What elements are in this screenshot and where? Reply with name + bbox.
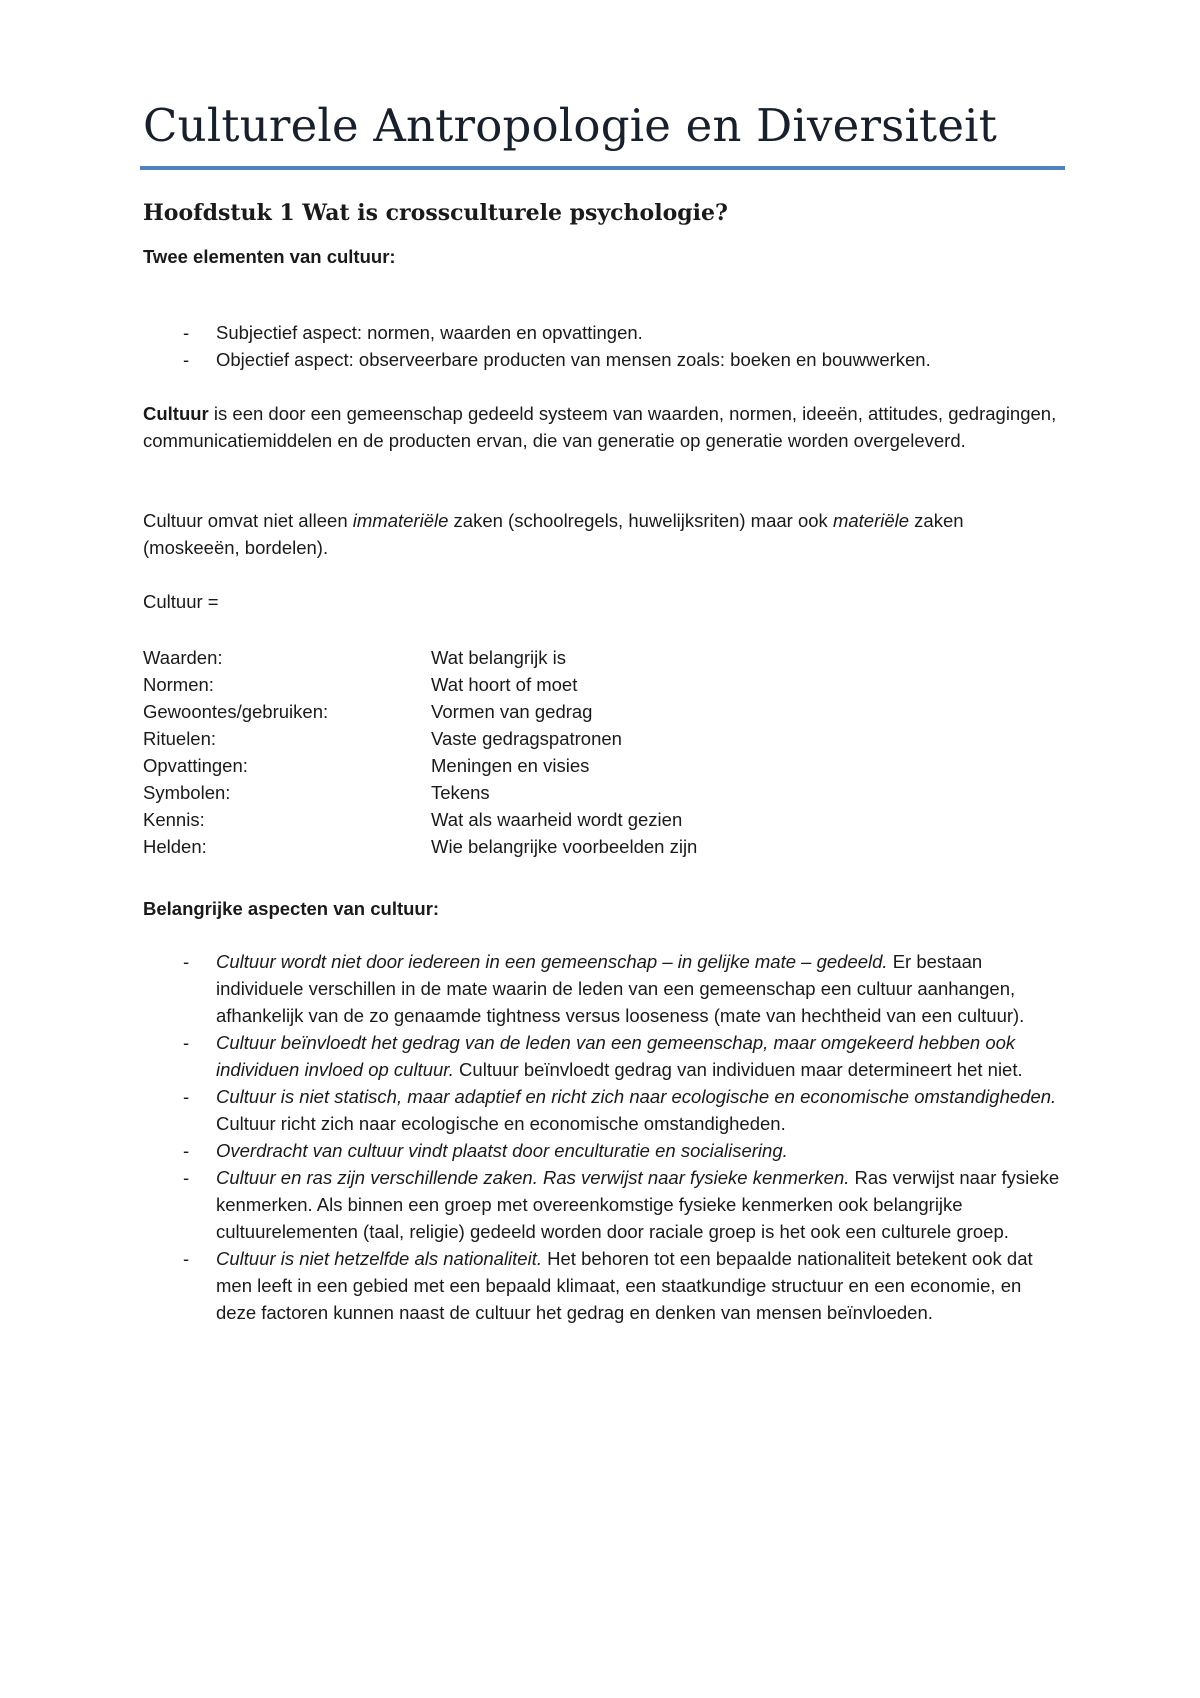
element-meaning: Wie belangrijke voorbeelden zijn: [431, 836, 698, 857]
table-row: [143, 752, 843, 779]
element-term: Normen:: [143, 674, 214, 695]
element-term: Gewoontes/gebruiken:: [143, 701, 329, 722]
title-underline: [140, 166, 1065, 170]
table-row: [143, 644, 843, 671]
element-term: Kennis:: [143, 809, 205, 830]
scope-text: zaken (schoolregels, huwelijksriten) maar ook: [448, 510, 833, 531]
element-meaning: Wat als waarheid wordt gezien: [431, 809, 683, 830]
list-item-text: Het behoren tot een bepaalde nationaliteit betekent ook dat men leeft in een gebied met een bepaald klimaat, een staatkundige structuur en een economie, en deze factoren kunnen naast de cultuur het gedrag en denken van mensen beïnvloeden.: [216, 1248, 1033, 1323]
table-row: [143, 698, 843, 725]
scope-text: zaken (moskeeën, bordelen).: [143, 510, 964, 558]
list-item-text: Cultuur richt zich naar ecologische en economische omstandigheden.: [216, 1113, 786, 1134]
section1-list: [143, 319, 1063, 373]
element-meaning: Wat belangrijk is: [431, 647, 567, 668]
list-item: [143, 346, 1063, 373]
list-item-italic: Cultuur wordt niet door iedereen in een gemeenschap – in gelijke mate – gedeeld.: [216, 951, 888, 972]
chapter-heading: Hoofdstuk 1 Wat is crossculturele psychologie?: [143, 200, 728, 226]
list-item-text: Cultuur beïnvloedt gedrag van individuen maar determineert het niet.: [453, 1059, 1023, 1080]
dash-bullet: -: [183, 1032, 190, 1053]
dash-bullet: -: [183, 1140, 190, 1161]
dash-bullet: -: [183, 1248, 190, 1269]
scope-text: Cultuur omvat niet alleen: [143, 510, 353, 531]
element-term: Helden:: [143, 836, 207, 857]
list-item: [143, 319, 1063, 346]
section2-heading: Belangrijke aspecten van cultuur:: [143, 898, 440, 919]
list-item-italic: Cultuur is niet statisch, maar adaptief en richt zich naar ecologische en economische omstandigheden.: [216, 1086, 1057, 1107]
list-item-text: Er bestaan individuele verschillen in de mate waarin de leden van een gemeenschap een cultuur aanhangen, afhankelijk van de zo genaamde tightness versus looseness (mate van hechtheid van een cultuur).: [216, 951, 1025, 1026]
list-item: [143, 1164, 1063, 1245]
table-row: [143, 779, 843, 806]
element-meaning: Vormen van gedrag: [431, 701, 593, 722]
dash-bullet: -: [183, 951, 190, 972]
section1-heading: Twee elementen van cultuur:: [143, 246, 396, 267]
definition-text: is een door een gemeenschap gedeeld systeem van waarden, normen, ideeën, attitudes, gedragingen, communicatiemiddelen en de producten ervan, die van generatie op generatie worden overgeleverd.: [143, 403, 1057, 451]
table-row: [143, 833, 843, 860]
dash-bullet: -: [183, 349, 190, 370]
scope-italic: materiële: [832, 510, 910, 531]
list-item: [143, 948, 1063, 1029]
list-item: [143, 1029, 1063, 1083]
section2-list: [143, 948, 1063, 1326]
definition-term: Cultuur: [143, 403, 209, 424]
list-item: [143, 1245, 1063, 1326]
list-item: [143, 1083, 1063, 1137]
table-row: [143, 725, 843, 752]
culture-elements-table: [143, 644, 843, 860]
element-term: Waarden:: [143, 647, 223, 668]
element-meaning: Tekens: [431, 782, 490, 803]
element-term: Opvattingen:: [143, 755, 248, 776]
list-item-italic: Overdracht van cultuur vindt plaatst door enculturatie en socialisering.: [216, 1140, 788, 1161]
table-row: [143, 806, 843, 833]
element-meaning: Meningen en visies: [431, 755, 590, 776]
dash-bullet: -: [183, 1167, 190, 1188]
list-item-italic: Cultuur beïnvloedt het gedrag van de leden van een gemeenschap, maar omgekeerd hebben ook individuen invloed op cultuur.: [216, 1032, 1016, 1080]
dash-bullet: -: [183, 322, 190, 343]
table-row: [143, 671, 843, 698]
scope-paragraph: [143, 507, 1063, 561]
dash-bullet: -: [183, 1086, 190, 1107]
element-meaning: Wat hoort of moet: [431, 674, 578, 695]
element-meaning: Vaste gedragspatronen: [431, 728, 622, 749]
list-item-text: Objectief aspect: observeerbare producten van mensen zoals: boeken en bouwwerken.: [216, 349, 931, 370]
list-item-text: Ras verwijst naar fysieke kenmerken. Als binnen een groep met overeenkomstige fysieke kenmerken ook belangrijke cultuurelementen (taal, religie) gedeeld worden door raciale groep is het ook een culturele groep.: [216, 1167, 1060, 1242]
list-item-italic: Cultuur is niet hetzelfde als nationaliteit.: [216, 1248, 542, 1269]
equation-line: Cultuur =: [143, 591, 219, 612]
element-term: Symbolen:: [143, 782, 231, 803]
list-item-text: Subjectief aspect: normen, waarden en opvattingen.: [216, 322, 643, 343]
scope-italic: immateriële: [352, 510, 449, 531]
definition-paragraph: [143, 400, 1063, 454]
list-item: [143, 1137, 1063, 1164]
document-title: Culturele Antropologie en Diversiteit: [143, 99, 998, 152]
element-term: Rituelen:: [143, 728, 217, 749]
list-item-italic: Cultuur en ras zijn verschillende zaken. Ras verwijst naar fysieke kenmerken.: [216, 1167, 850, 1188]
